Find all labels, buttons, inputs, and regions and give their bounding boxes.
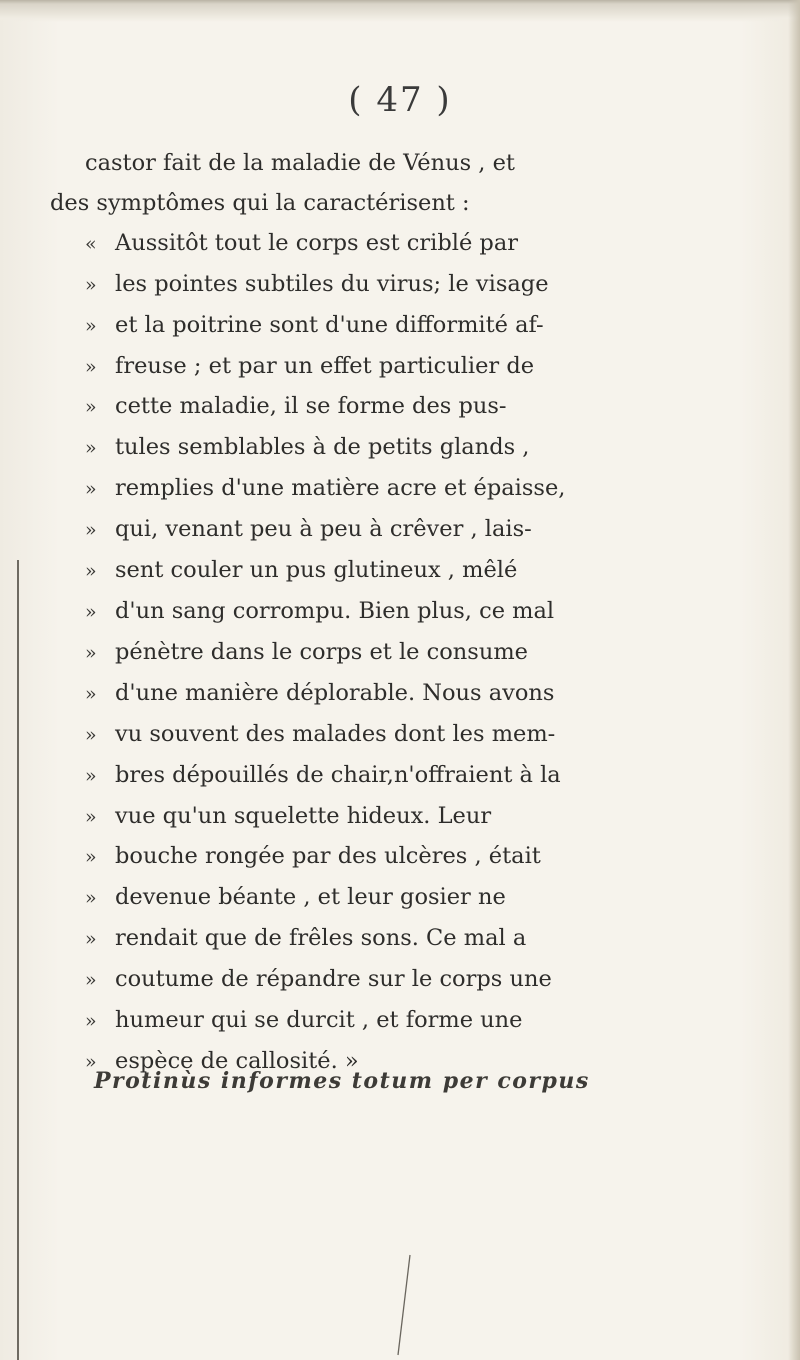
text-line xyxy=(50,878,766,919)
page-top-edge xyxy=(0,0,800,22)
line-text: et la poitrine sont d'une difformité af- xyxy=(115,311,544,338)
line-text: les pointes subtiles du virus; le visage xyxy=(115,270,549,297)
text-line xyxy=(50,387,766,428)
quote-mark: » xyxy=(85,437,97,460)
quote-mark: « xyxy=(85,232,97,255)
line-text: des symptômes qui la caractérisent : xyxy=(50,189,470,216)
ink-scratch-mark xyxy=(380,1250,440,1360)
line-text: remplies d'une matière acre et épaisse, xyxy=(115,475,566,502)
line-text: vue qu'un squelette hideux. Leur xyxy=(115,802,492,829)
text-line xyxy=(50,592,766,633)
text-line xyxy=(50,265,766,306)
line-text: Aussitôt tout le corps est criblé par xyxy=(115,229,519,256)
quote-mark: » xyxy=(85,682,97,705)
quote-mark: » xyxy=(85,478,97,501)
line-text: coutume de répandre sur le corps une xyxy=(115,966,552,993)
line-text: vu souvent des malades dont les mem- xyxy=(115,720,556,747)
line-text: pénètre dans le corps et le consume xyxy=(115,638,528,665)
text-line xyxy=(50,756,766,797)
page-number: ( 47 ) xyxy=(348,80,452,120)
page-right-shadow xyxy=(788,0,800,1360)
text-line xyxy=(50,919,766,960)
text-line xyxy=(50,347,766,388)
quote-mark: » xyxy=(85,723,97,746)
text-line xyxy=(50,715,766,756)
line-text: freuse ; et par un effet particulier de xyxy=(115,352,535,379)
quote-mark: » xyxy=(85,1010,97,1033)
line-text: cette maladie, il se forme des pus- xyxy=(115,393,507,420)
quote-mark: » xyxy=(85,600,97,623)
quote-mark: » xyxy=(85,355,97,378)
quote-mark: » xyxy=(85,396,97,419)
text-line xyxy=(50,306,766,347)
text-line xyxy=(50,960,766,1001)
quote-mark: » xyxy=(85,1050,97,1073)
line-text: bres dépouillés de chair,n'offraient à la xyxy=(115,761,561,788)
quote-mark: » xyxy=(85,805,97,828)
quote-mark: » xyxy=(85,641,97,664)
quote-mark: » xyxy=(85,846,97,869)
line-text: rendait que de frêles sons. Ce mal a xyxy=(115,925,527,952)
text-line xyxy=(50,797,766,838)
binding-line xyxy=(17,560,19,1360)
text-line xyxy=(50,428,766,469)
text-line xyxy=(50,1001,766,1042)
text-line xyxy=(50,469,766,510)
line-text: sent couler un pus glutineux , mêlé xyxy=(115,557,518,584)
quote-mark: » xyxy=(85,519,97,542)
text-line xyxy=(50,633,766,674)
line-text: d'une manière déplorable. Nous avons xyxy=(115,679,555,706)
text-line xyxy=(50,184,766,224)
body-text xyxy=(50,144,766,1083)
line-text: tules semblables à de petits glands , xyxy=(115,434,530,461)
text-line xyxy=(50,510,766,551)
quote-mark: » xyxy=(85,887,97,910)
handwritten-annotation: Protinùs informes totum per corpus xyxy=(94,1068,590,1094)
line-text: humeur qui se durcit , et forme une xyxy=(115,1007,523,1034)
line-text: castor fait de la maladie de Vénus , et xyxy=(85,150,515,176)
text-line xyxy=(50,837,766,878)
quote-mark: » xyxy=(85,314,97,337)
line-text: qui, venant peu à peu à crêver , lais- xyxy=(115,516,532,543)
quote-mark: » xyxy=(85,764,97,787)
text-line xyxy=(50,674,766,715)
line-text: bouche rongée par des ulcères , était xyxy=(115,843,541,870)
text-line xyxy=(50,551,766,592)
quote-mark: » xyxy=(85,928,97,951)
line-text: d'un sang corrompu. Bien plus, ce mal xyxy=(115,597,555,624)
line-text: devenue béante , et leur gosier ne xyxy=(115,884,506,911)
text-line xyxy=(50,224,766,265)
quote-mark: » xyxy=(85,969,97,992)
line-text: espèce de callosité. » xyxy=(115,1047,359,1074)
quote-mark: » xyxy=(85,560,97,583)
quote-mark: » xyxy=(85,273,97,296)
text-line xyxy=(50,144,766,184)
